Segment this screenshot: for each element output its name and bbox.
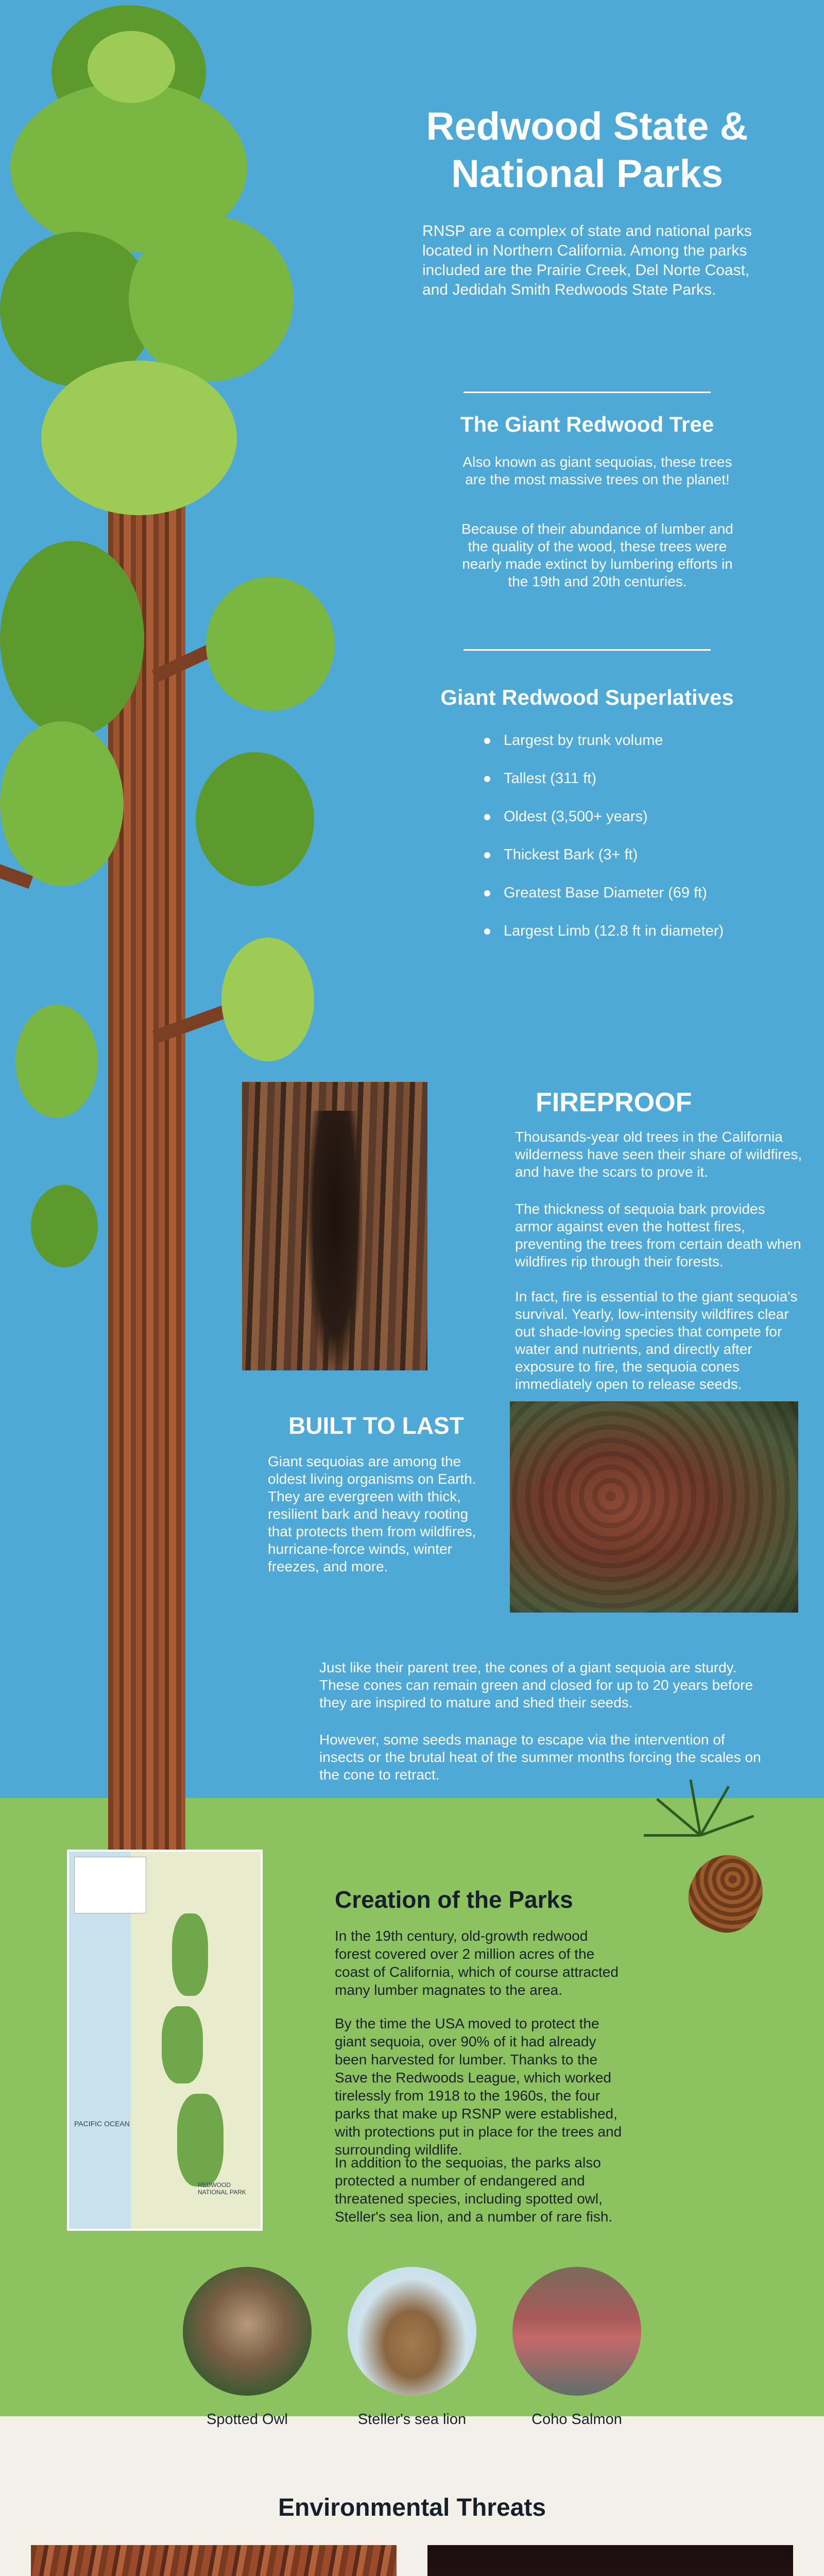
animal-label: Spotted Owl — [207, 2411, 288, 2428]
wildfire-photo — [427, 2545, 793, 2576]
map-park-area — [162, 2006, 203, 2083]
built-to-last-heading: BUILT TO LAST — [288, 1412, 464, 1439]
list-item: Oldest (3,500+ years) — [484, 808, 724, 825]
tree-foliage — [0, 541, 144, 737]
giant-tree-text-2: Because of their abundance of lumber and the quality of the wood, these trees were nearly made extinct by lumbering efforts in the 19th and 20th centuries. — [461, 521, 733, 589]
map-park-area — [172, 1913, 208, 1996]
giant-tree-heading: The Giant Redwood Tree — [460, 412, 714, 436]
tree-foliage — [15, 1005, 98, 1118]
creation-text-3: In addition to the sequoias, the parks also protected a number of endangered and threatened species, including spotted owl, Steller's sea lion, and a number of rare fish. — [335, 2155, 613, 2225]
animal-label: Steller's sea lion — [357, 2411, 467, 2428]
coho-salmon-photo — [512, 2267, 641, 2396]
giant-tree-text-1: Also known as giant sequoias, these trees are the most massive trees on the planet! — [462, 454, 732, 487]
fireproof-text-3: In fact, fire is essential to the giant sequoia's survival. Yearly, low-intensity wildfires clear out shade-loving species that compete for water and nutrients, and directly after exposure to fire, the sequoia cones immediately open to release seeds. — [515, 1289, 798, 1392]
divider — [464, 392, 711, 393]
fireproof-text-2: The thickness of sequoia bark provides armor against even the hottest fires, preventing the trees from certain death when wildfires rip through their forests. — [515, 1201, 801, 1269]
tree-foliage — [221, 938, 314, 1061]
sea-lion-photo — [348, 2267, 476, 2396]
list-item: Thickest Bark (3+ ft) — [484, 846, 724, 863]
built-text-1: Giant sequoias are among the oldest living organisms on Earth. They are evergreen with thick, resilient bark and heavy rooting that protects them from wildfires, hurricane-force winds, winter freezes, and more. — [268, 1453, 476, 1574]
spotted-owl-photo — [183, 2267, 312, 2396]
animal-label: Coho Salmon — [531, 2411, 622, 2428]
fire-scarred-trunk-photo — [242, 1082, 427, 1370]
creation-heading: Creation of the Parks — [335, 1886, 573, 1913]
map-park-area — [177, 2094, 224, 2187]
divider — [464, 649, 711, 651]
tree-roots-photo — [510, 1401, 798, 1613]
page-title: Redwood State & National Parks — [426, 105, 748, 196]
fireproof-text-1: Thousands-year old trees in the California wilderness have seen their share of wildfires, and have the scars to prove it. — [515, 1129, 802, 1180]
tree-foliage — [129, 216, 294, 381]
list-item: Largest by trunk volume — [484, 732, 724, 749]
list-item: Tallest (311 ft) — [484, 770, 724, 787]
tree-foliage — [88, 31, 175, 103]
built-text-2: Just like their parent tree, the cones of a giant sequoia are sturdy. These cones can remain green and closed for up to 20 years before they are inspired to mature and shed their seeds. — [319, 1659, 753, 1710]
fireproof-heading: FIREPROOF — [536, 1088, 692, 1117]
threats-heading: Environmental Threats — [278, 2494, 546, 2521]
tree-foliage — [0, 721, 124, 886]
map-ocean-label: PACIFIC OCEAN — [74, 2120, 130, 2128]
park-map — [67, 1850, 263, 2231]
tree-foliage — [196, 752, 314, 886]
superlatives-heading: Giant Redwood Superlatives — [440, 685, 734, 709]
tree-foliage — [206, 577, 335, 711]
superlatives-list — [484, 732, 724, 960]
pine-needle — [644, 1834, 700, 1837]
map-legend — [74, 1857, 146, 1913]
intro-text: RNSP are a complex of state and national parks located in Northern California. Among the parks included are the Prairie Creek, Del Norte Coast, and Jedidah Smith Redwoods State Parks. — [422, 223, 752, 298]
list-item: Greatest Base Diameter (69 ft) — [484, 884, 724, 902]
creation-text-2: By the time the USA moved to protect the giant sequoia, over 90% of it had already been harvested for lumber. Thanks to the Save the Redwoods League, which worked tirelessly from 1918 to the 1960s, the four parks that make up RSNP were established, with protections put in place for the trees and surrounding wildlife. — [335, 2015, 622, 2158]
creation-text-1: In the 19th century, old-growth redwood forest covered over 2 million acres of the coast of California, which of course attracted many lumber magnates to the area. — [335, 1928, 619, 1998]
built-text-3: However, some seeds manage to escape via the intervention of insects or the brutal heat of the summer months forcing the scales on the cone to retract. — [319, 1732, 761, 1783]
reproduction-photo — [31, 2545, 397, 2576]
list-item: Largest Limb (12.8 ft in diameter) — [484, 922, 724, 940]
map-park-label: REDWOOD NATIONAL PARK — [198, 2181, 246, 2196]
tree-foliage — [41, 361, 237, 515]
tree-foliage — [31, 1185, 98, 1267]
